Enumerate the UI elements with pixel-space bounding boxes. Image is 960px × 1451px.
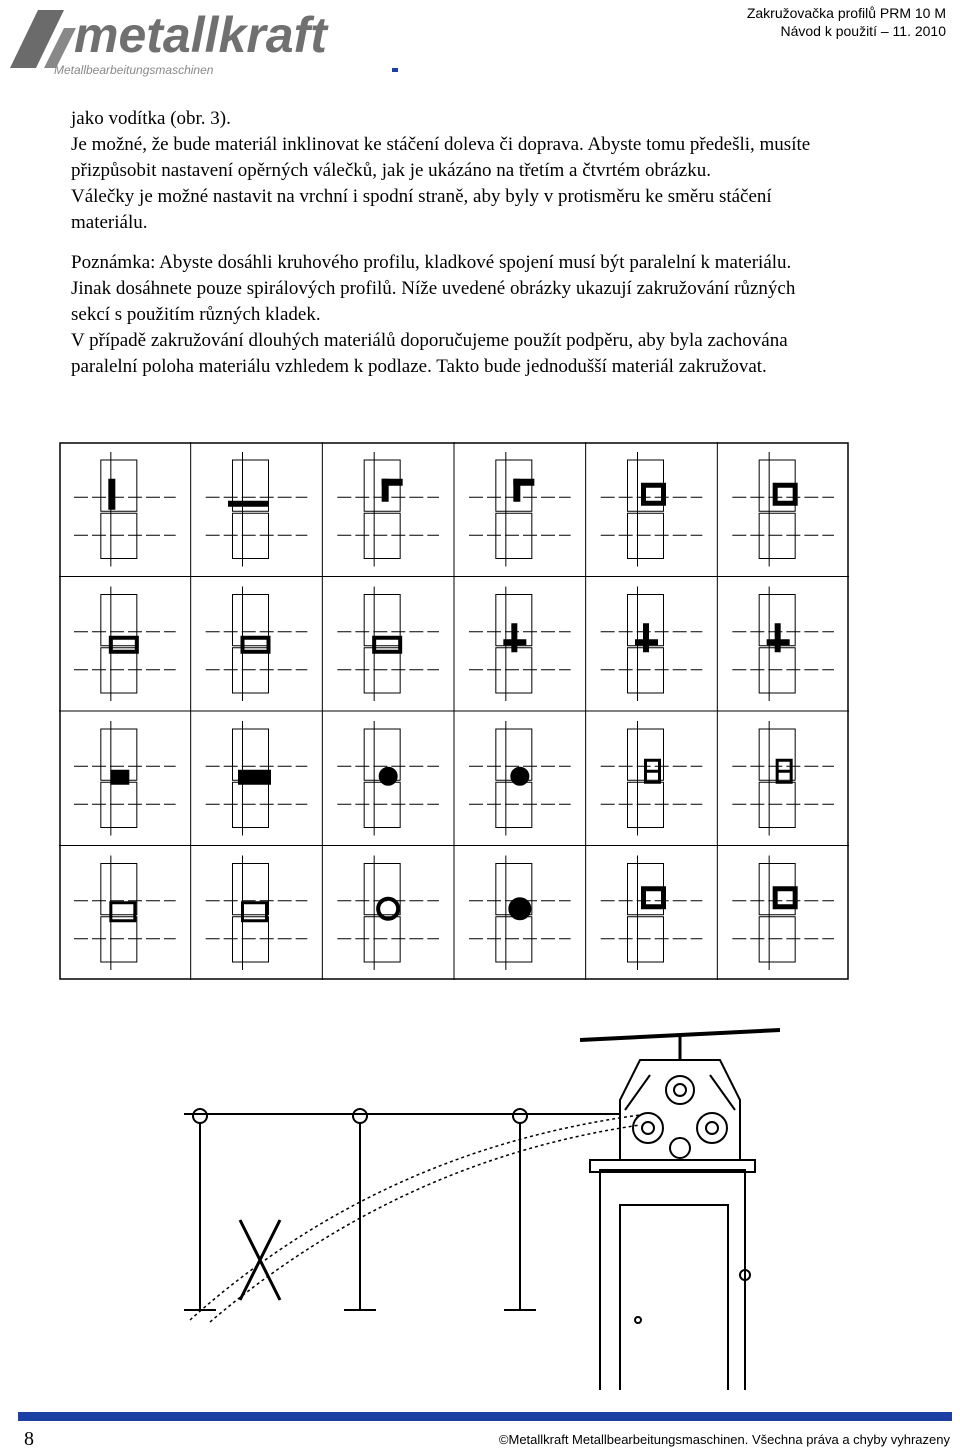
- text-line: Je možné, že bude materiál inklinovat ke stáčení doleva či doprava. Abyste tomu předešli, musíte: [71, 134, 811, 155]
- text-line: Válečky je možné nastavit na vrchní i spodní straně, aby byly v protisměru ke směru stáčení: [71, 186, 772, 207]
- profile-cell: [732, 721, 834, 836]
- text-line: přizpůsobit nastavení opěrných válečků, jak je ukázáno na třetím a čtvrtém obrázku.: [71, 160, 711, 181]
- footer-bar: [18, 1412, 952, 1421]
- profile-cell: [469, 587, 571, 702]
- note-line: Jinak dosáhnete pouze spirálových profilů. Níže uvedené obrázky ukazují zakružování různých: [71, 278, 796, 299]
- text-line: materiálu.: [71, 212, 148, 233]
- profile-cell: [206, 452, 308, 567]
- copyright-notice: ©Metallkraft Metallbearbeitungsmaschinen. Všechna práva a chyby vyhrazeny: [498, 1432, 950, 1447]
- profile-cell: [206, 721, 308, 836]
- profile-roller-diagram-grid: [59, 442, 849, 980]
- profile-cell: [74, 856, 176, 971]
- profile-cell: [601, 587, 703, 702]
- profile-cell: [206, 856, 308, 971]
- profile-cell: [469, 452, 571, 567]
- profile-cell: [469, 856, 571, 971]
- support-post: [184, 1109, 216, 1310]
- profile-cell: [337, 721, 439, 836]
- curved-material: [190, 1115, 640, 1320]
- note-line: V případě zakružování dlouhých materiálů doporučujeme použít podpěru, aby byla zachována: [71, 330, 788, 351]
- svg-text:metallkraft: metallkraft: [74, 7, 327, 63]
- profile-cell: [74, 587, 176, 702]
- profile-cell: [206, 587, 308, 702]
- machine-support-illustration: [180, 1020, 780, 1390]
- header-title: Zakružovačka profilů PRM 10 M: [746, 5, 946, 21]
- note-line: sekcí s použitím různých kladek.: [71, 304, 321, 325]
- body-text: [71, 106, 931, 380]
- profile-cell: [601, 452, 703, 567]
- profile-cell: [337, 452, 439, 567]
- svg-text:Metallbearbeitungsmaschinen: Metallbearbeitungsmaschinen: [54, 63, 214, 77]
- machine-cabinet: [600, 1170, 745, 1390]
- metallkraft-logo: [4, 2, 404, 80]
- profile-cell: [732, 452, 834, 567]
- text-line: jako vodítka (obr. 3).: [71, 108, 231, 129]
- profile-cell: [469, 721, 571, 836]
- profile-cell: [732, 587, 834, 702]
- profile-cell: [337, 587, 439, 702]
- profile-cell: [74, 452, 176, 567]
- page-number: 8: [24, 1428, 34, 1450]
- note-line: paralelní poloha materiálu vzhledem k podlaze. Takto bude jednodušší materiál zakružovat.: [71, 356, 767, 377]
- note-line: Poznámka: Abyste dosáhli kruhového profilu, kladkové spojení musí být paralelní k materiálu.: [71, 252, 792, 273]
- profile-cell: [732, 856, 834, 971]
- profile-cell: [74, 721, 176, 836]
- document-header: [747, 4, 946, 40]
- profile-cell: [337, 856, 439, 971]
- support-post: [344, 1109, 376, 1310]
- header-subtitle: Návod k použití – 11. 2010: [780, 23, 946, 39]
- profile-cell: [601, 721, 703, 836]
- profile-cell: [601, 856, 703, 971]
